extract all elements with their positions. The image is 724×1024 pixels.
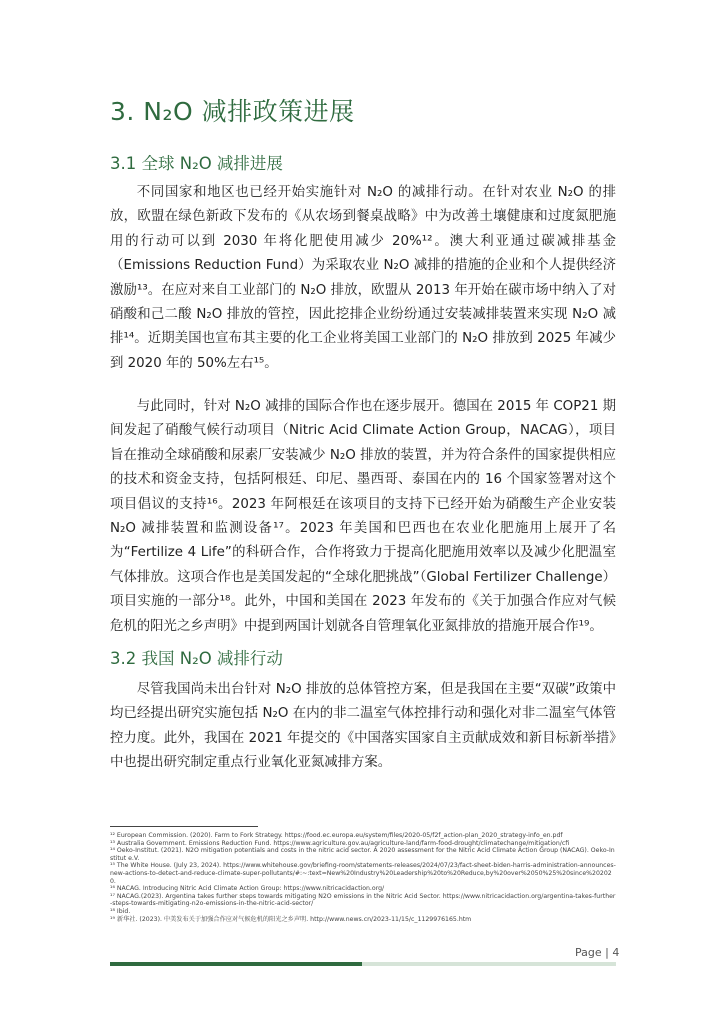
footnote-18: ¹⁸ Ibid. <box>110 907 131 915</box>
page-heading: 3. N₂O 减排政策进展 <box>110 97 355 126</box>
page-number: Page | 4 <box>575 946 620 959</box>
section-title-3-2: 3.2 我国 N₂O 减排行动 <box>110 649 283 668</box>
footnote-17: ¹⁷ NACAG.(2023). Argentina takes further steps towards mitigating N2O emissions in the Nitric Acid Sector. https://www.nitricacidaction.org/argentina-takes-further-steps-towards-mitigating-n2o-emissions-in-the-nitric-acid-sector/ <box>110 892 616 908</box>
footnote-19: ¹⁹ 新华社. (2023). 中美发布关于加强合作应对气候危机的阳光之乡声明. http://www.news.cn/2023-11/15/c_1129976165.htm <box>110 915 472 923</box>
footnote-14: ¹⁴ Oeko-Institut. (2021). N2O mitigation potentials and costs in the nitric acid sector. A 2020 assessment for the Nitric Acid Climate Action Group (NACAG). Oeko-Institut e.V. <box>110 847 615 862</box>
section-3-1-paragraph-1: 不同国家和地区也已经开始实施针对 N₂O 的减排行动。在针对农业 N₂O 的排放，欧盟在绿色新政下发布的《从农场到餐桌战略》中为改善土壤健康和过度氮肥施用的行动可以到 2030 年将化肥使用减少 20%¹²。澳大利亚通过碳减排基金（Emissions Reduction Fund）为采取农业 N₂O 减排的措施的企业和个人提供经济激励¹³。在应对来自工业部门的 N₂O 排放，欧盟从 2013 年开始在碳市场中纳入了对硝酸和己二酸 N₂O 排放的管控，因此挖排企业纷纷通过安装减排装置来实现 N₂O 减排¹⁴。近期美国也宣布其主要的化工企业将美国工业部门的 N₂O 排放到 2025 年减少到 2020 年的 50%左右¹⁵。 <box>110 185 616 371</box>
footer-bar-dark <box>110 962 362 966</box>
section-3-1-paragraph-2: 与此同时，针对 N₂O 减排的国际合作也在逐步展开。德国在 2015 年 COP21 期间发起了硝酸气候行动项目（Nitric Acid Climate Action Group，NACAG），项目旨在推动全球硝酸和尿素厂安装减少 N₂O 排放的装置，并为符合条件的国家提供相应的技术和资金支持，包括阿根廷、印尼、墨西哥、泰国在内的 16 个国家签署对这个项目倡议的支持¹⁶。2023 年阿根廷在该项目的支持下已经开始为硝酸生产企业安装 N₂O 减排装置和监测设备¹⁷。2023 年美国和巴西也在农业化肥施用上展开了名为“Fertilize 4 Life”的科研合作，合作将致力于提高化肥施用效率以及减少化肥温室气体排放。这项合作也是美国发起的“全球化肥挑战”（Global Fertilizer Challenge）项目实施的一部分¹⁸。此外，中国和美国在 2023 年发布的《关于加强合作应对气候危机的阳光之乡声明》中提到两国计划就各自管理氧化亚氮排放的措施开展合作¹⁹。 <box>110 399 616 634</box>
footnote-separator <box>110 826 258 827</box>
footnotes <box>110 832 616 923</box>
section-title-3-1: 3.1 全球 N₂O 减排进展 <box>110 154 283 173</box>
footnote-15: ¹⁵ The White House. (July 23, 2024). https://www.whitehouse.gov/briefing-room/statements-releases/2024/07/23/fact-sheet-biden-harris-administration-announces-new-actions-to-detect-and-reduce-climate-super-pollutants/#:~:text=New%20Industry%20Leadership%20to%20Reduce,by%20over%2050%25%20since%202020. <box>110 862 616 885</box>
footnote-13: ¹³ Australia Government. Emissions Reduction Fund. https://www.agriculture.gov.au/agriculture-land/farm-food-drought/climatechange/mitigation/cfi <box>110 839 570 847</box>
section-3-2-paragraph-1: 尽管我国尚未出台针对 N₂O 排放的总体管控方案，但是我国在主要“双碳”政策中均已经提出研究实施包括 N₂O 在内的非二温室气体控排行动和强化对非二温室气体管控力度。此外，我国在 2021 年提交的《中国落实国家自主贡献成效和新目标新举措》中也提出研究制定重点行业氧化亚氮减排方案。 <box>110 682 616 771</box>
footer-bar-light <box>362 962 616 966</box>
footnote-16: ¹⁶ NACAG. Introducing Nitric Acid Climate Action Group: https://www.nitricacidaction.org/ <box>110 885 385 893</box>
footnote-12: ¹² European Commission. (2020). Farm to Fork Strategy. https://food.ec.europa.eu/system/files/2020-05/f2f_action-plan_2020_strategy-info_en.pdf <box>110 832 563 839</box>
